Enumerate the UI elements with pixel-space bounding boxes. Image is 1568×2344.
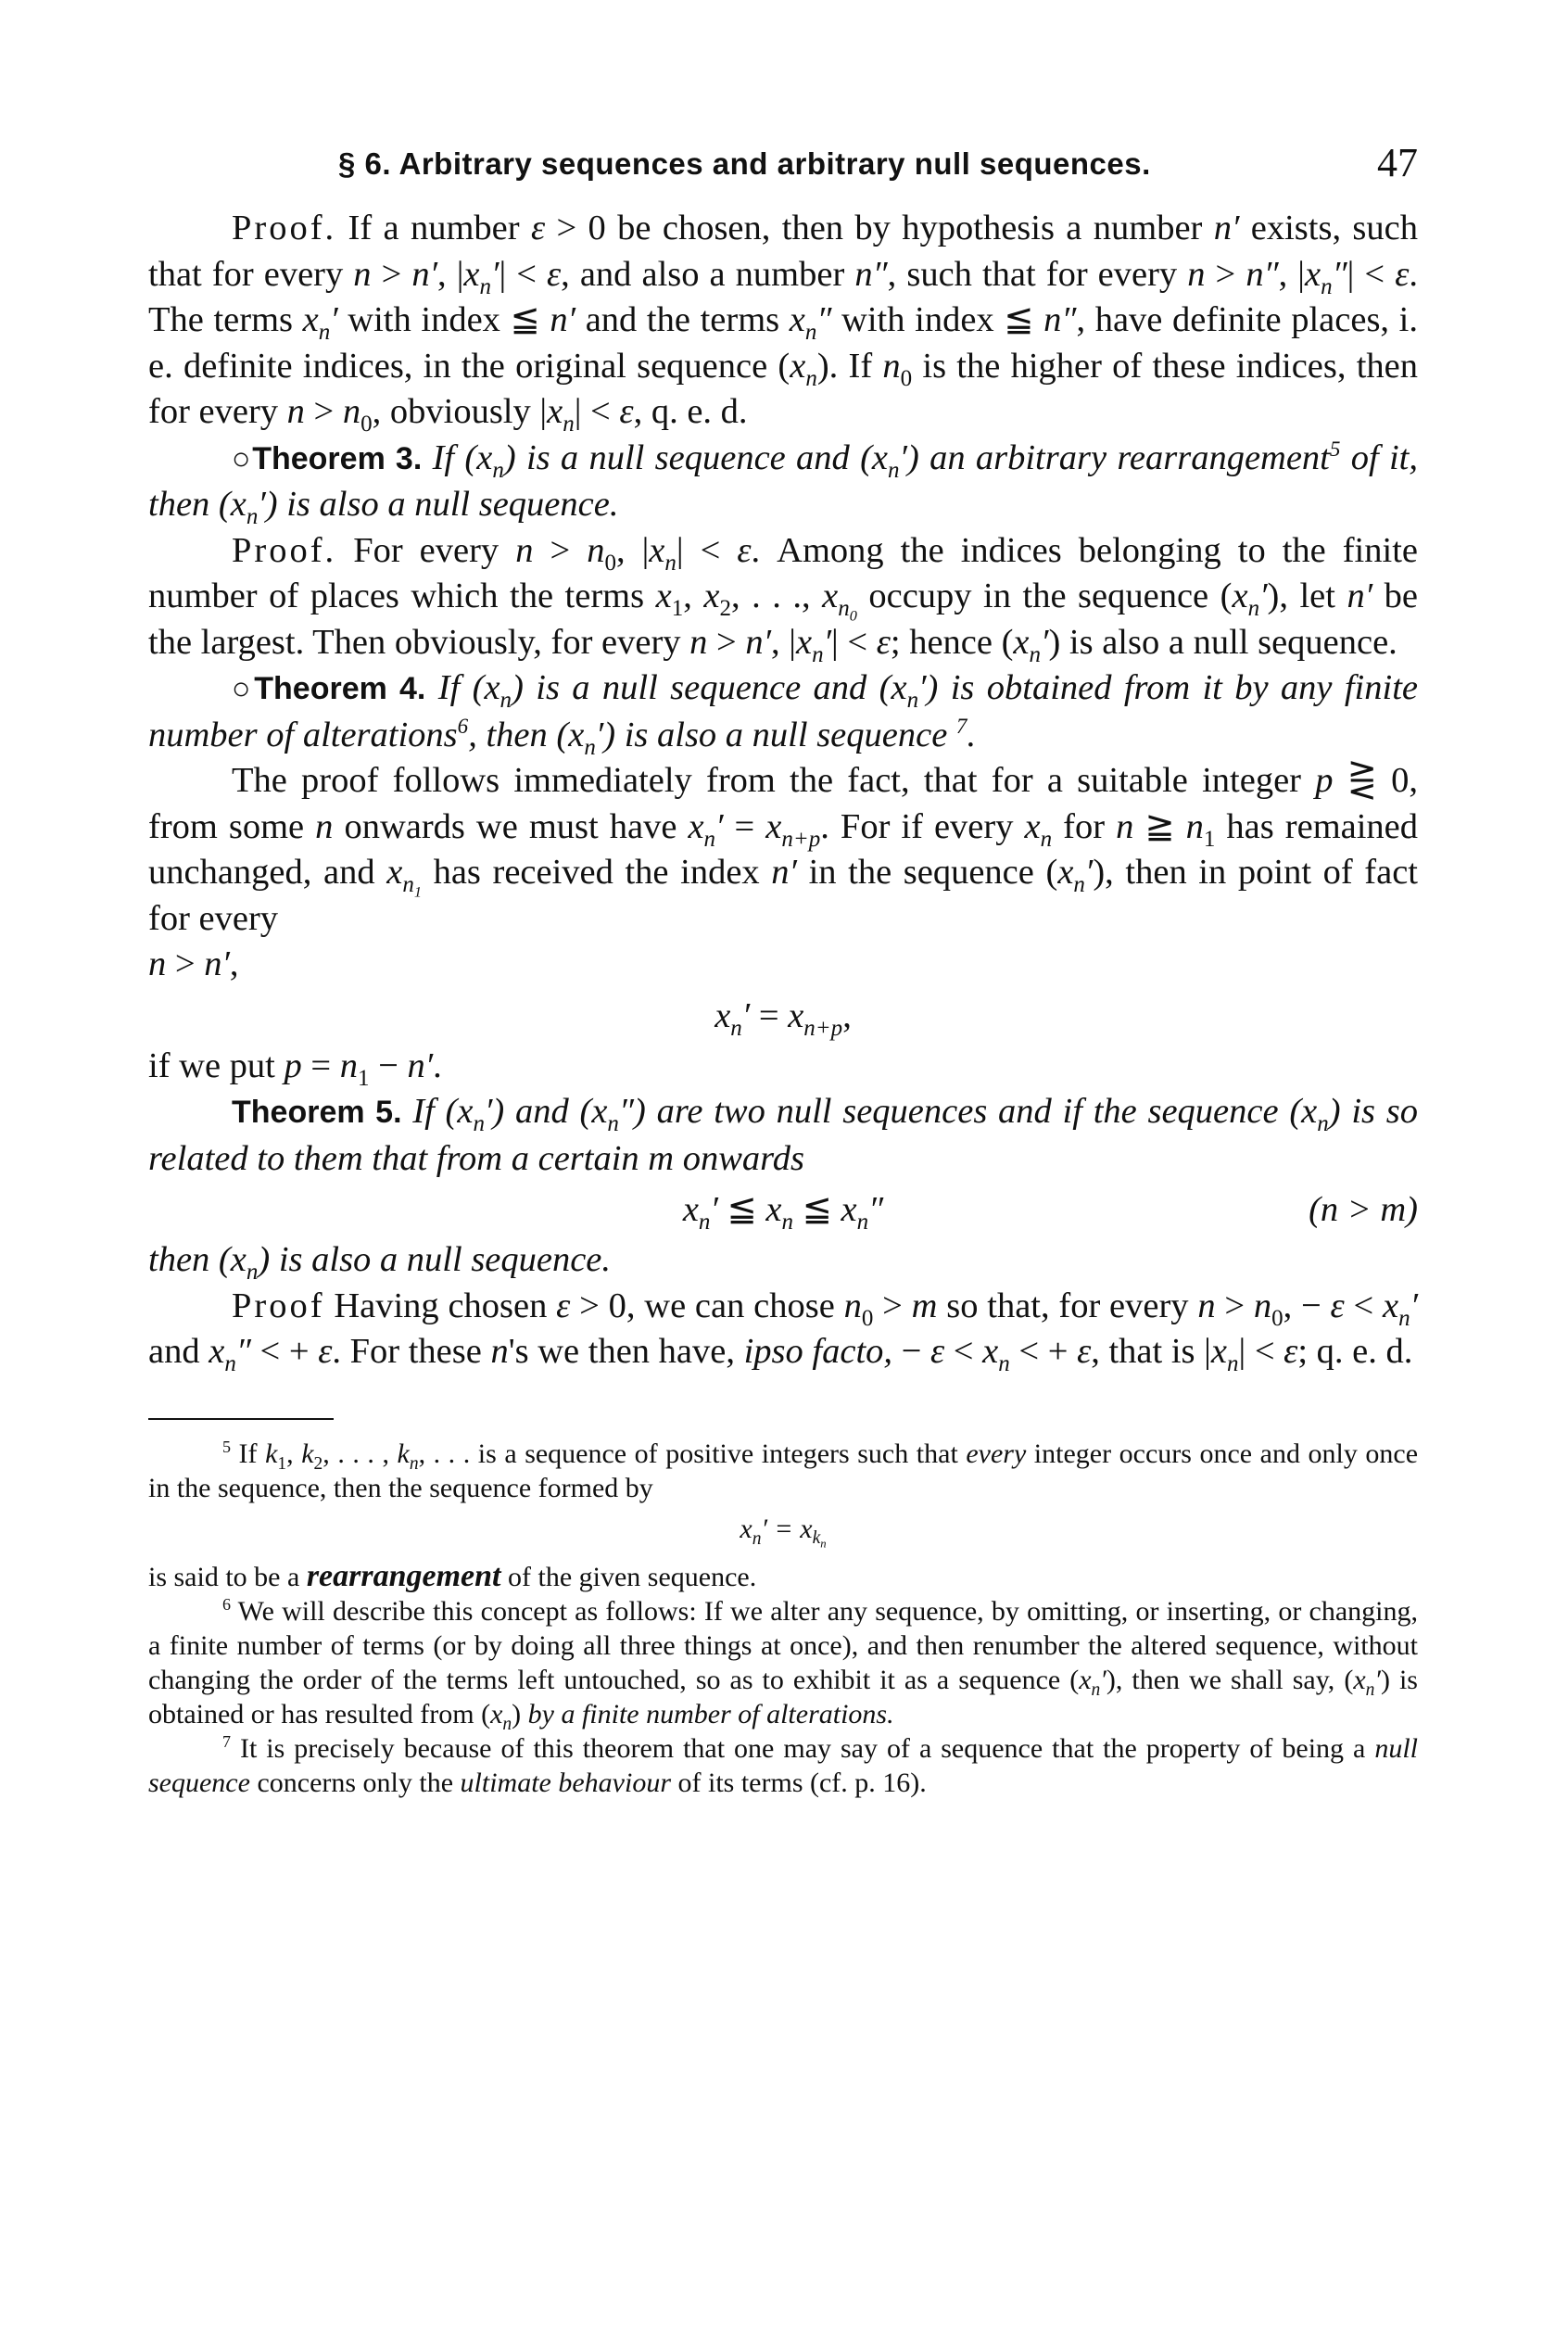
theorem-4-label: ○Theorem 4. xyxy=(232,671,426,706)
proof-paragraph-7: Proof Having chosen ε > 0, we can chose $n_0 > m$ so that, for every $n > n_0$, − $\varepsilon < x_n'$ and $x_n''$ < + ε. For these n's we then have, ipso facto, − $\varepsilon < x_n$ < + ε, that is $|x_n| < \varepsilon$; q. e. d. xyxy=(148,1286,1419,1376)
footnote-7: $^7$ It is precisely because of this theorem that one may say of a sequence that the property of being a null sequence concerns only the ultimate behaviour of its terms (cf. p. 16). xyxy=(148,1731,1418,1798)
footnote-ref-5: 5 xyxy=(1329,436,1341,461)
theorem-5-label: Theorem 5. xyxy=(232,1095,402,1130)
footnote-6: $^6$ We will describe this concept as follows: If we alter any sequence, by omitting, or inserting, or changing, a finite number of terms (or by doing all three things at once), and then renumber the altered sequence, without changing the order of the terms left untouched, so as to exhibit it as a sequence $(x_n')$, then we shall say, $(x_n')$ is obtained or has resulted from $(x_n)$ by a finite number of alterations. xyxy=(148,1594,1418,1734)
footnote-ref-7: 7 xyxy=(955,713,967,738)
footnote-rule xyxy=(148,1418,334,1420)
theorem-5: Theorem 5. If $(x_n')$ and $(x_n'')$ are two null sequences and if the sequence $(x_n)$ is so related to them that from a certain m onwards xyxy=(148,1092,1419,1178)
page-number: 47 xyxy=(1377,140,1418,185)
equation-squeeze: $x_n'$ ≦ $x_n$ ≦ $x_n''$ (n > m) xyxy=(148,1185,1418,1234)
theorem-3-label: ○Theorem 3. xyxy=(232,440,423,476)
theorem-3: ○Theorem 3. If $(x_n)$ is a null sequence and $(x_n')$ an arbitrary rearrangement$^5$ of it, then $(x_n')$ is also a null sequence. xyxy=(148,436,1418,529)
footnote-5-end: is said to be a rearrangement of the given sequence. xyxy=(148,1558,757,1593)
equation-shift: $x_n' = x_{n+p}$, xyxy=(714,995,852,1041)
footnote-ref-6: 6 xyxy=(457,713,469,738)
equation-condition: (n > m) xyxy=(1309,1190,1418,1229)
section-title: § 6. Arbitrary sequences and arbitrary null sequences. xyxy=(338,146,1151,181)
proof-label: Proof. xyxy=(232,209,337,247)
theorem-4: ○Theorem 4. If $(x_n)$ is a null sequence and $(x_n')$ is obtained from it by any finite number of alterations$^6$, then $(x_n')$ is also a null sequence $^7$. xyxy=(148,668,1418,760)
book-page xyxy=(148,139,1418,1800)
running-header xyxy=(148,139,1418,195)
theorem-5-conclusion: then $(x_n)$ is also a null sequence. xyxy=(148,1240,612,1285)
proof-paragraph-1: Proof. If a number ε > 0 be chosen, then by hypothesis a number n′ exists, such that for every n > n′, $|x_n'| < \varepsilon$, and also a number n″, such that for every n > n″, $|x_n''| < \varepsilon$. The terms $x_n'$ with index ≦ n′ and the terms $x_n''$ with index ≦ n″, have definite places, i. e. definite indices, in the original sequence $(x_n)$. If $n_0$ is the higher of these indices, then for every $n > n_0$, obviously $|x_n| < \varepsilon$, q. e. d. xyxy=(148,209,1418,437)
footnote-5: $^5$ If $k_1$, $k_2$, . . . , $k_n$, . . . is a sequence of positive integers such that every integer occurs once and only once in the sequence, then the sequence formed by xyxy=(148,1437,1419,1503)
proof-paragraph-5: The proof follows immediately from the fact, that for a suitable integer p ⋛ 0, from some n onwards we must have $x_n' = x_{n+p}$. For if every $x_n$ for n ≧ $n_1$ has remained unchanged, and $x_{n_1}$ has received the index n′ in the sequence $(x_n')$, then in point of fact for every n > n′, xyxy=(148,761,1419,983)
proof-paragraph-5-end: if we put $p = n_1 - n'$. xyxy=(148,1045,442,1091)
footnote-5-equation: $x_n' = x_{k_n}$ xyxy=(740,1513,827,1551)
proof-paragraph-3: Proof. For every $n > n_0$, $|x_n| < \varepsilon$. Among the indices belonging to the finite number of places which the terms $x_1$, $x_2$, . . ., $x_{n_0}$ occupy in the sequence $(x_n')$, let n′ be the largest. Then obviously, for every n > n′, $|x_n'| < \varepsilon$; hence $(x_n')$ is also a null sequence. xyxy=(148,530,1419,667)
